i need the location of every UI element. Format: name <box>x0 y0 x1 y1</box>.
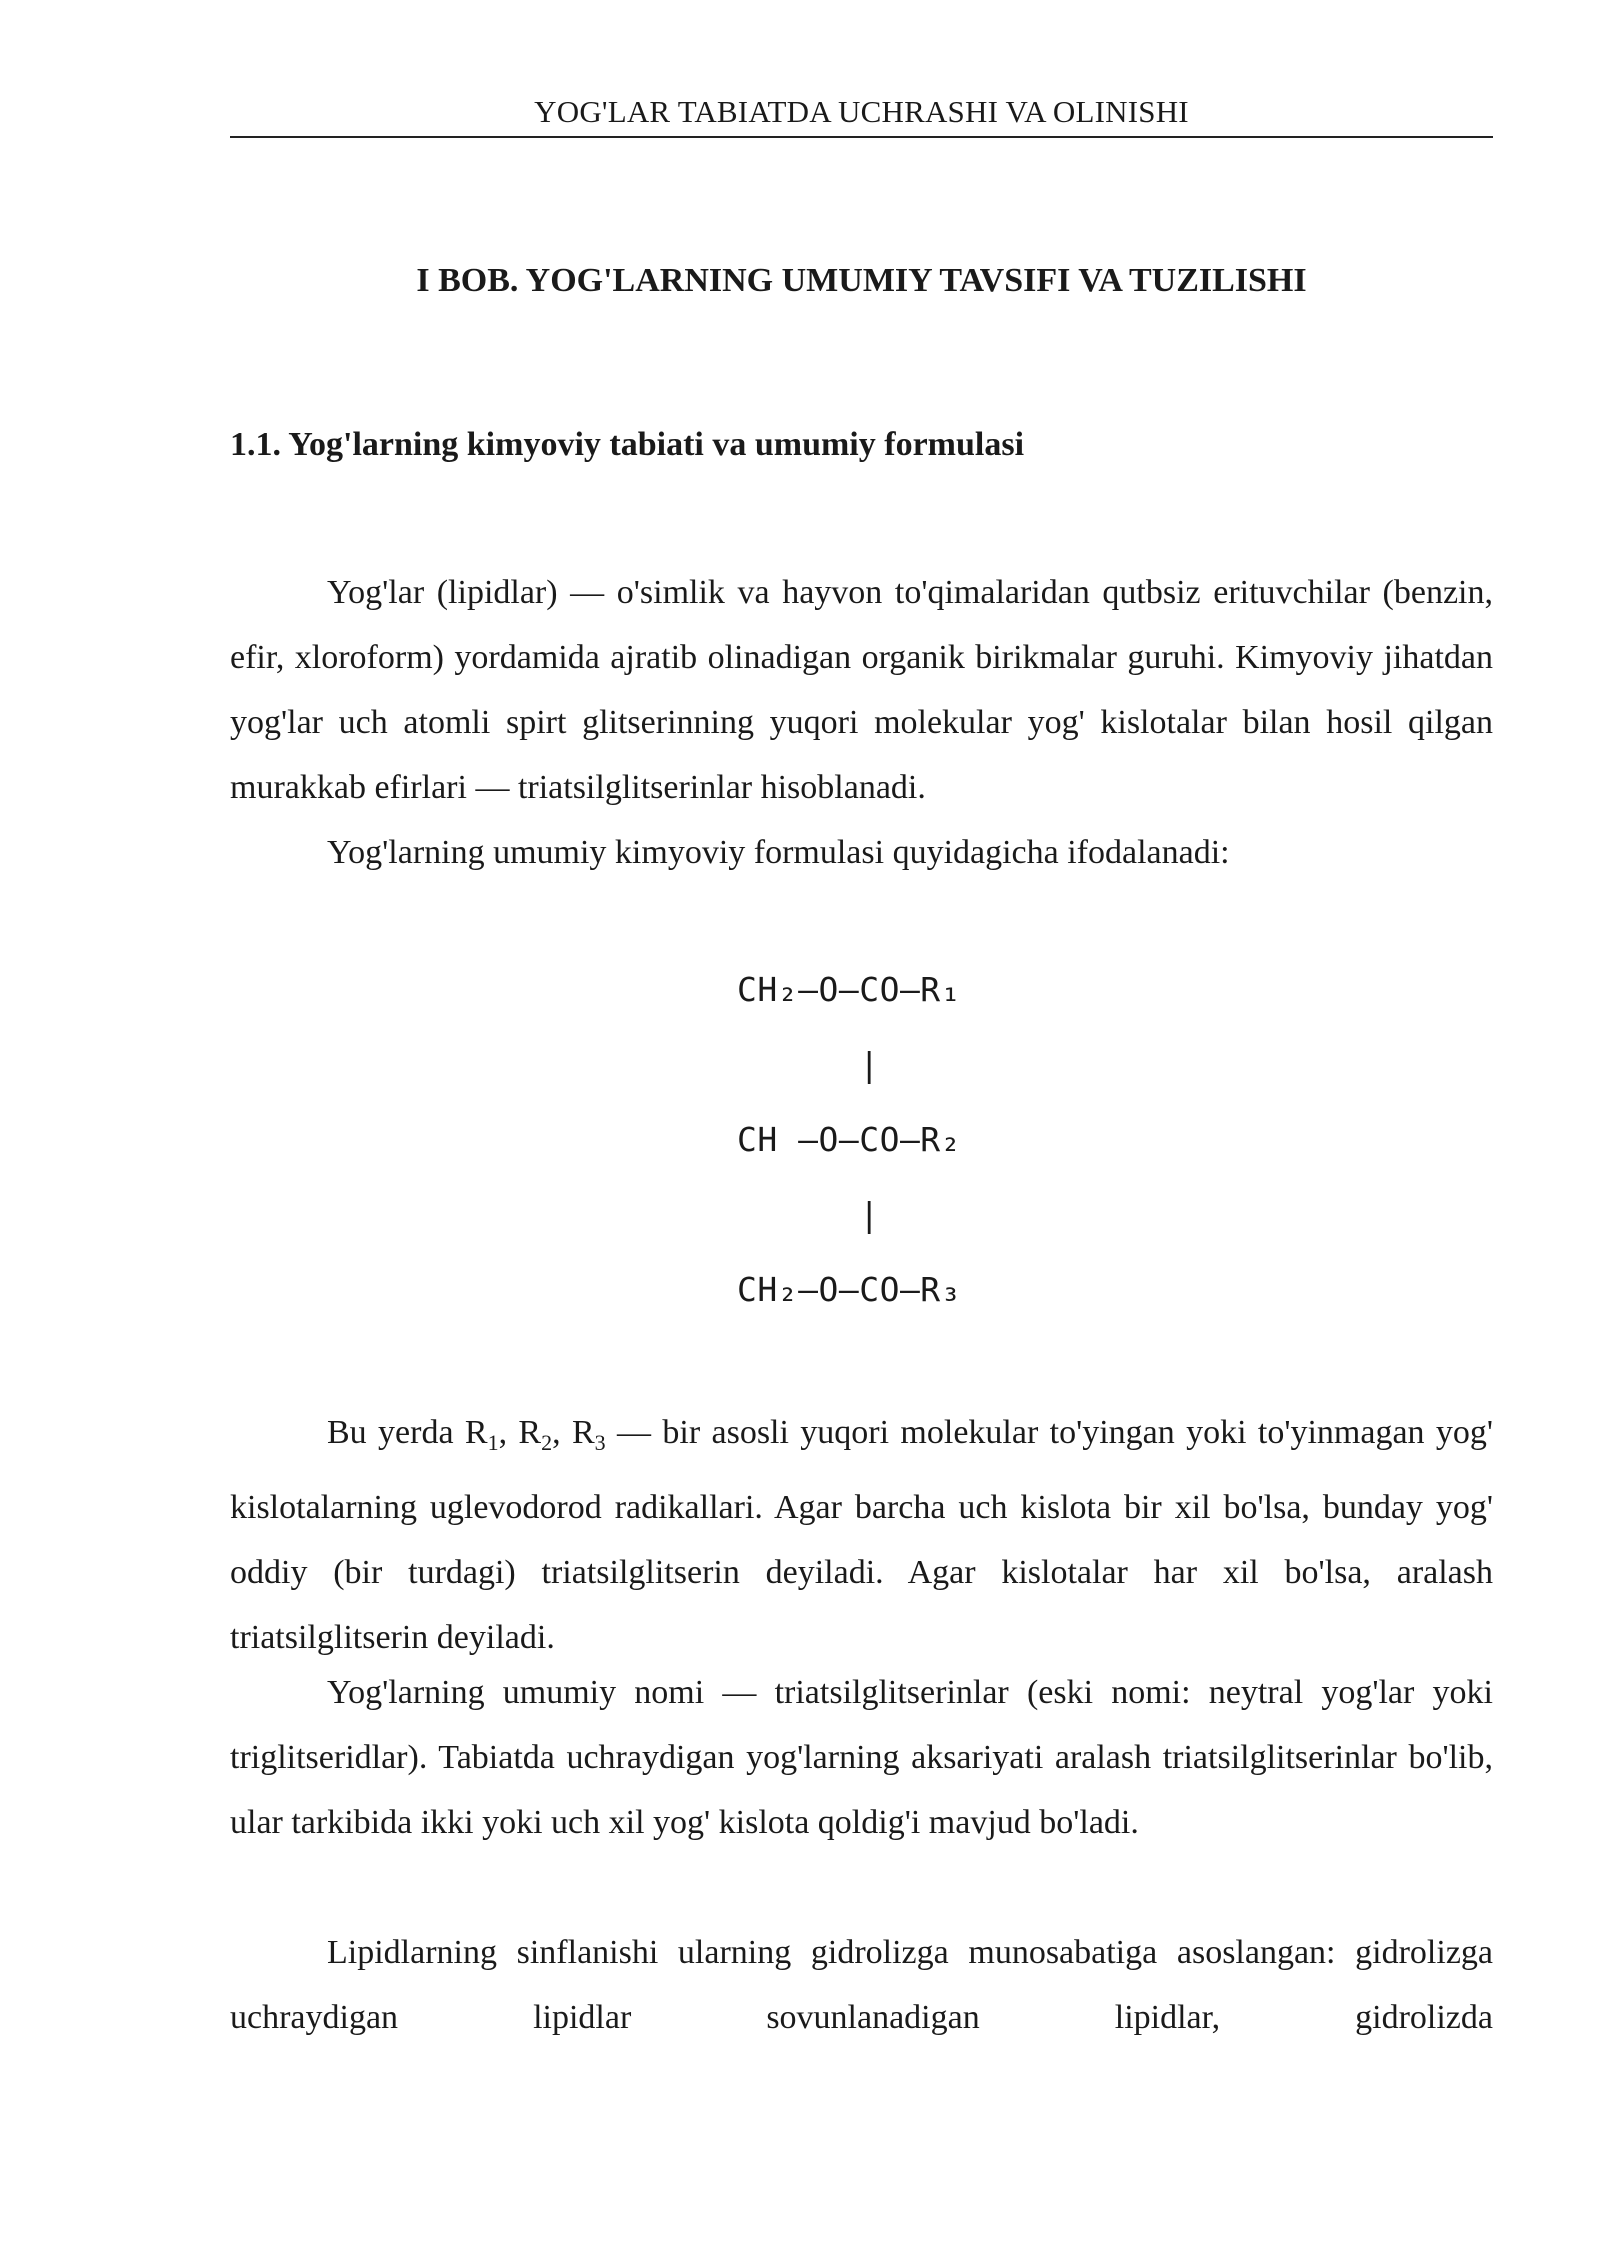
formula-line-2: CH –O–CO–R₂ <box>737 1120 962 1159</box>
formula-bond-2: | <box>737 1195 880 1234</box>
radicals-prefix: Bu yerda R <box>327 1414 488 1451</box>
chapter-title: I BOB. YOG'LARNING UMUMIY TAVSIFI VA TUZILISHI <box>416 262 1307 299</box>
paragraph-general-name: Yog'larning umumiy nomi — triatsilglitserinlar (eski nomi: neytral yog'lar yoki triglitseridlar). Tabiatda uchraydigan yog'larning aksariyati aralash triatsilglitserinlar bo'lib, ular tarkibida ikki yoki uch xil yog' kislota qoldig'i mavjud bo'ladi. <box>230 1674 1493 1841</box>
paragraph-definition: Yog'lar (lipidlar) — o'simlik va hayvon to'qimalaridan qutbsiz erituvchilar (benzin, efir, xloroform) yordamida ajratib olinadigan organik birikmalar guruhi. Kimyoviy jihatdan yog'lar uch atomli spirt glitserinning yuqori molekular yog' kislotalar bilan hosil qilgan murakkab efirlari — triatsilglitserinlar hisoblanadi. <box>230 574 1493 806</box>
radicals-sep-2: , R <box>552 1414 595 1451</box>
formula-bond-1: | <box>737 1045 880 1084</box>
header-divider <box>230 136 1493 138</box>
radicals-sep-1: , R <box>498 1414 542 1451</box>
radical-subscript-3: 3 <box>594 1430 606 1455</box>
radical-subscript-1: 1 <box>487 1430 499 1455</box>
paragraph-radicals <box>230 1400 1493 1670</box>
formula-line-1: CH₂–O–CO–R₁ <box>737 970 962 1009</box>
paragraph-formula-intro: Yog'larning umumiy kimyoviy formulasi quyidagicha ifodalanadi: <box>327 834 1230 871</box>
radical-subscript-2: 2 <box>541 1430 553 1455</box>
formula-line-3: CH₂–O–CO–R₃ <box>737 1270 962 1309</box>
section-title: 1.1. Yog'larning kimyoviy tabiati va umumiy formulasi <box>230 426 1025 463</box>
radicals-text: — bir asosli yuqori molekular to'yingan yoki to'yinmagan yog' kislotalarning uglevodorod radikallari. Agar barcha uch kislota bir xil bo'lsa, bunday yog' oddiy (bir turdagi) triatsilglitserin deyiladi. Agar kislotalar har xil bo'lsa, aralash triatsilglitserin deyiladi. <box>230 1414 1494 1656</box>
paragraph-classification: Lipidlarning sinflanishi ularning gidrolizga munosabatiga asoslangan: gidrolizga uchraydigan lipidlar sovunlanadigan lipidlar, gidrolizda <box>230 1934 1493 2036</box>
running-header: YOG'LAR TABIATDA UCHRASHI VA OLINISHI <box>534 94 1189 129</box>
